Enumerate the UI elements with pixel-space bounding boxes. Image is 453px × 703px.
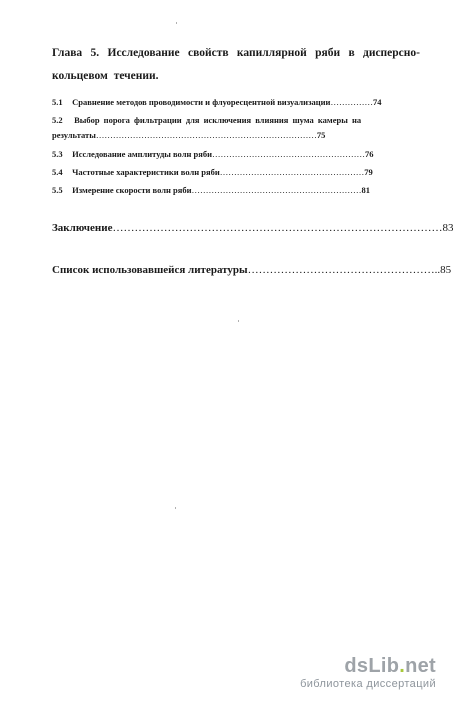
dslib-watermark [236,655,436,691]
toc-entry-page: 81 [361,185,370,195]
toc-entry-leader: …………………………………………… [219,167,365,177]
toc-references-page: ..85 [434,264,452,276]
toc-references[interactable] [52,262,452,278]
toc-entry-title: Измерение скорости волн ряби [72,185,192,195]
toc-entry-page: 76 [364,149,374,159]
toc-entry-title: Исследование амплитуды волн ряби [72,149,212,159]
toc-entry-page: 74 [372,97,382,107]
toc-references-title: Список использовавшейся литературы [52,264,248,276]
toc-conclusion-leader: ……………………………………………………………………………… [112,222,443,234]
toc-entry-continuation[interactable] [52,129,422,142]
scan-speck [238,320,239,322]
toc-conclusion-page: 83 [442,222,453,234]
toc-entry-page: 79 [364,167,373,177]
chapter-title: Глава 5. Исследование свойств капиллярной ряби в дисперсно-кольцевом течении. [52,47,420,82]
toc-entry-title: Частотные характеристики волн ряби [72,167,220,177]
toc-conclusion-title: Заключение [52,222,113,234]
toc-entry-title: Выбор порога фильтрации для исключения влияния шума камеры на [74,115,362,125]
toc-entry[interactable] [52,148,422,161]
toc-references-leader: …………………………………………… [247,264,435,276]
toc-conclusion[interactable] [52,220,453,236]
toc-entry-number: 5.2 [52,115,63,125]
toc-entry-number: 5.5 [52,185,63,195]
toc-entry-page: 75 [316,130,326,140]
toc-entry-leader: …………… [330,97,373,107]
dslib-subtitle: библиотека диссертаций [300,678,436,690]
toc-entry-number: 5.1 [52,97,63,107]
toc-entry[interactable] [52,114,422,127]
toc-entry-leader: …………………………………………………………………… [95,130,317,140]
toc-entry-title: Сравнение методов проводимости и флуоресцентной визуализации [72,97,331,107]
toc-entry[interactable] [52,184,422,197]
toc-entry[interactable] [52,166,422,179]
toc-entry-number: 5.3 [52,149,63,159]
scan-speck [175,507,176,509]
dslib-logo: dsLib.net [344,655,436,677]
toc-entry[interactable] [52,96,422,109]
scan-speck [176,22,177,24]
toc-entry-leader: …………………………………………………… [191,185,362,195]
toc-entry-title: результаты [52,130,96,140]
toc-entry-number: 5.4 [52,167,63,177]
toc-entry-leader: ……………………………………………… [211,149,365,159]
